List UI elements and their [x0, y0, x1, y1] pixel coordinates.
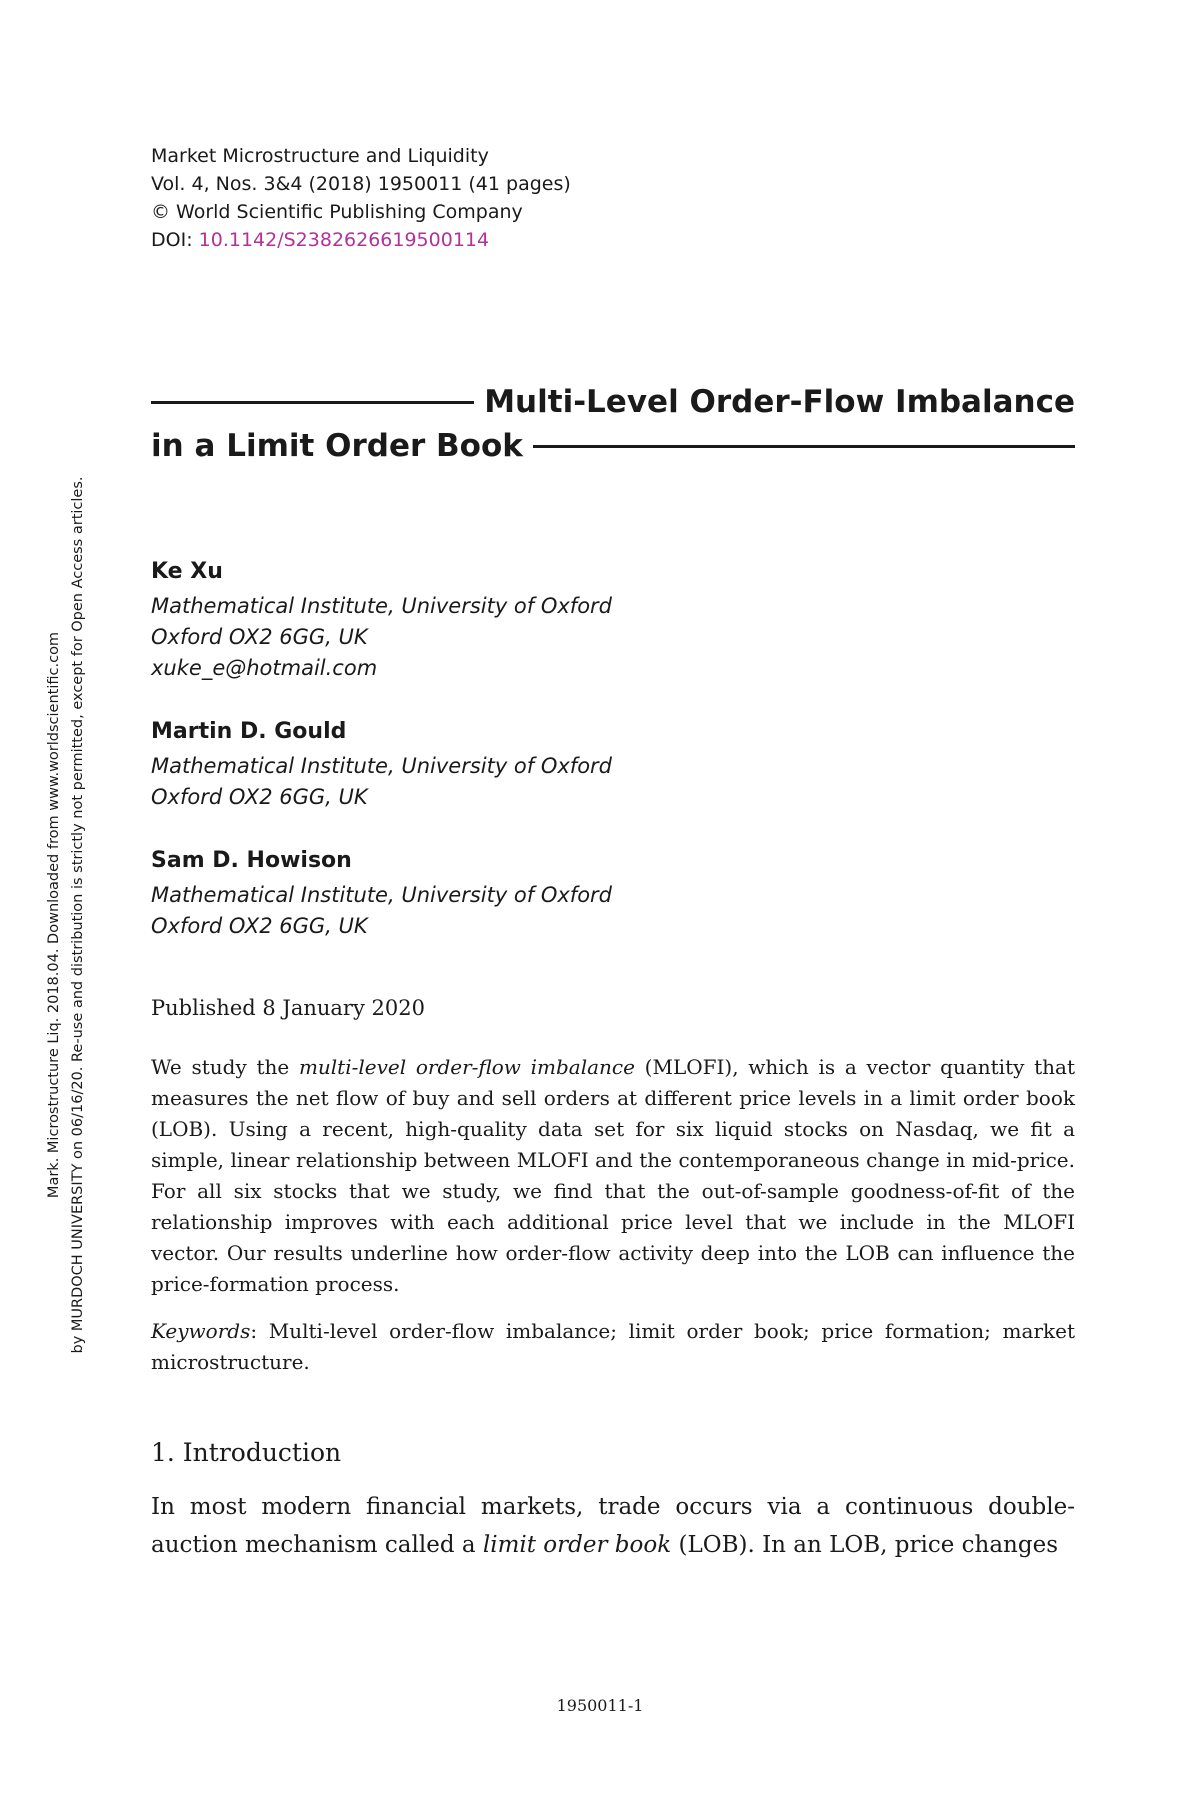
title-text-2: in a Limit Order Book: [151, 428, 523, 464]
download-notice-line-2: by MURDOCH UNIVERSITY on 06/16/20. Re-use and distribution is strictly not permitted, except for Open Access articles.: [70, 476, 86, 1354]
abstract-text-rest: (MLOFI), which is a vector quantity that measures the net flow of buy and sell orders at different price levels in a limit order book (LOB). Using a recent, high-quality data set for six liquid stocks on Nasdaq, we fit a simple, linear relationship between MLOFI and the contemporaneous change in mid-price. For all six stocks that we study, we find that the out-of-sample goodness-of-fit of the relationship improves with each additional price level that we include in the MLOFI vector. Our results underline how order-flow activity deep into the LOB can influence the price-formation process.: [151, 1055, 1076, 1296]
doi-link[interactable]: 10.1142/S2382626619500114: [198, 229, 490, 251]
author-name: Ke Xu: [151, 559, 223, 584]
paper-title: [151, 380, 1075, 468]
author-address: Oxford OX2 6GG, UK: [151, 914, 368, 938]
author-address: Oxford OX2 6GG, UK: [151, 625, 368, 649]
author-name: Sam D. Howison: [151, 848, 352, 873]
title-rule-right: [533, 445, 1075, 448]
abstract-text-start: We study the: [151, 1055, 299, 1079]
author-address: Oxford OX2 6GG, UK: [151, 785, 368, 809]
intro-text-rest: (LOB). In an LOB, price changes: [671, 1532, 1059, 1558]
intro-text-start: In most modern financial markets, trade occurs via a continuous double-auction mechanism called a: [151, 1494, 1075, 1558]
doi-label: DOI:: [151, 229, 199, 251]
download-notice-line-1: Mark. Microstructure Liq. 2018.04. Downloaded from www.worldscientific.com: [46, 631, 62, 1199]
section-heading: 1. Introduction: [151, 1438, 342, 1467]
page-number: 1950011-1: [556, 1696, 644, 1715]
published-date: Published 8 January 2020: [151, 996, 425, 1020]
title-line-1: [151, 380, 1075, 424]
keywords-text: : Multi-level order-flow imbalance; limit order book; price formation; market microstructure.: [151, 1319, 1075, 1374]
author-entry: [151, 716, 612, 813]
download-notice: [42, 390, 90, 1440]
journal-header: [151, 142, 571, 254]
author-email[interactable]: xuke_e@hotmail.com: [151, 656, 378, 680]
title-rule-left: [151, 401, 474, 404]
abstract: [151, 1052, 1075, 1300]
author-affiliation: Mathematical Institute, University of Oxford: [151, 594, 613, 618]
author-affiliation: Mathematical Institute, University of Oxford: [151, 883, 613, 907]
author-entry: [151, 845, 612, 942]
journal-doi: [151, 226, 571, 254]
intro-paragraph: [151, 1488, 1075, 1564]
journal-copyright: © World Scientific Publishing Company: [151, 201, 523, 223]
keywords-label: Keywords: [151, 1319, 251, 1343]
keywords: [151, 1316, 1075, 1378]
author-entry: [151, 556, 612, 684]
journal-name: Market Microstructure and Liquidity: [151, 145, 489, 167]
author-affiliation: Mathematical Institute, University of Oxford: [151, 754, 613, 778]
title-line-2: [151, 424, 1075, 468]
abstract-italic-term: multi-level order-flow imbalance: [298, 1055, 635, 1079]
author-list: [151, 556, 612, 974]
intro-italic-term: limit order book: [482, 1532, 672, 1558]
title-text-1: Multi-Level Order-Flow Imbalance: [484, 384, 1075, 420]
journal-volume: Vol. 4, Nos. 3&4 (2018) 1950011 (41 pages): [151, 173, 571, 195]
author-name: Martin D. Gould: [151, 719, 347, 744]
